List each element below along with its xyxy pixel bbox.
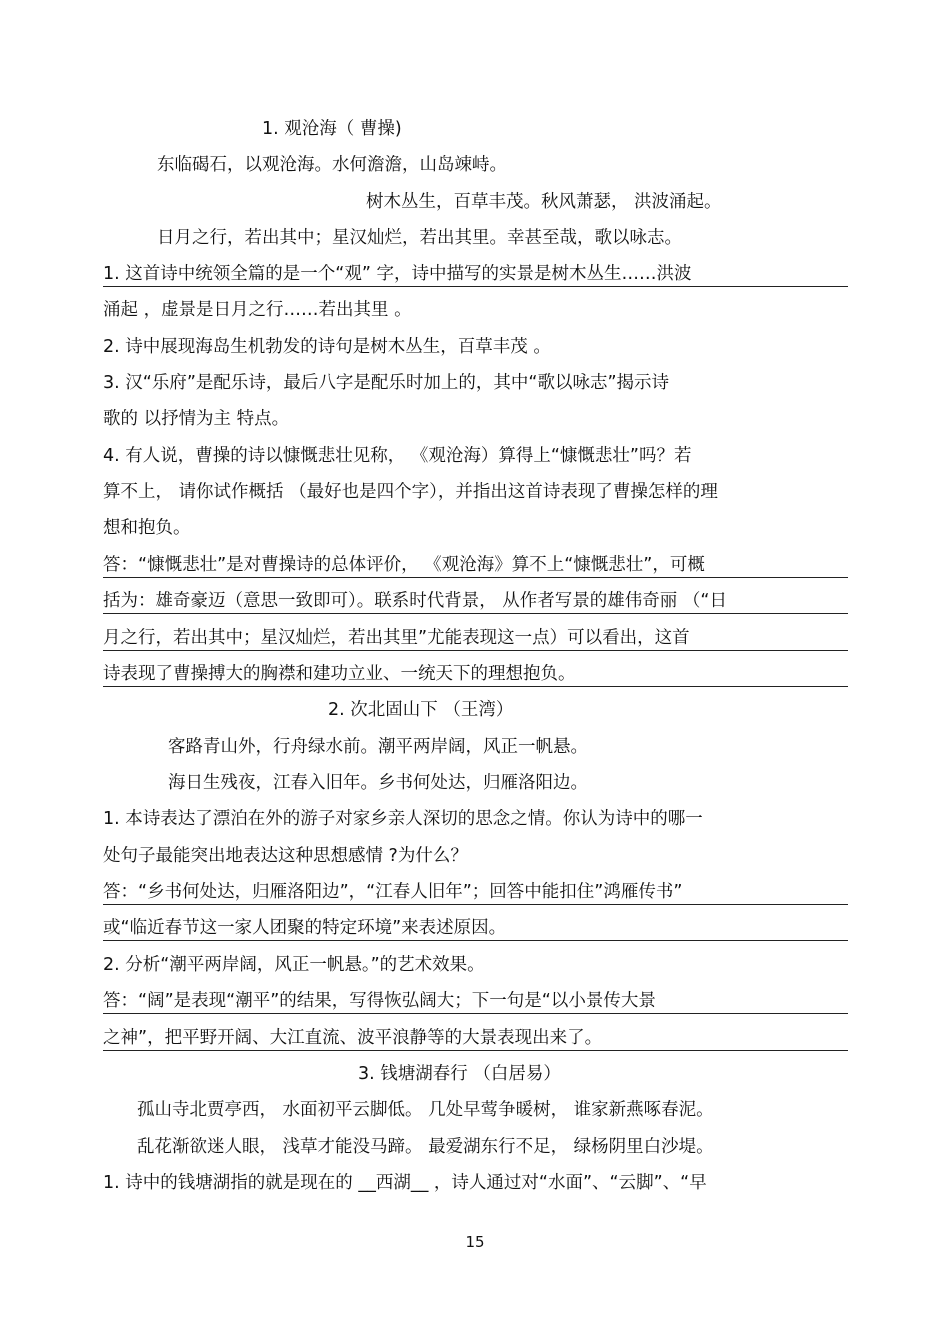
poem3-title: 3. 钱塘湖春行 （白居易） <box>358 1064 561 1084</box>
poem2-title: 2. 次北固山下 （王湾） <box>328 700 514 720</box>
poem1-q3-line1: 3. 汉“乐府”是配乐诗，最后八字是配乐时加上的，其中“歌以咏志”揭示诗 <box>103 373 670 393</box>
poem1-q4-line3: 想和抱负。 <box>103 518 191 538</box>
poem1-q2: 2. 诗中展现海岛生机勃发的诗句是树木丛生，百草丰茂 。 <box>103 337 551 357</box>
poem2-answer1-line1: 答：“乡书何处达，归雁洛阳边”，“江春人旧年”；回答中能扣住”鸿雁传书” <box>103 880 848 905</box>
poem2-q1-line1: 1. 本诗表达了漂泊在外的游子对家乡亲人深切的思念之情。你认为诗中的哪一 <box>103 809 703 829</box>
poem1-line-3: 日月之行，若出其中；星汉灿烂，若出其里。幸甚至哉，歌以咏志。 <box>157 228 682 248</box>
poem2-q1-line2: 处句子最能突出地表达这种思想感情 ?为什么？ <box>103 846 468 866</box>
poem1-q1-line1: 1. 这首诗中统领全篇的是一个“观” 字，诗中描写的实景是树木丛生……洪波 <box>103 262 848 287</box>
poem2-answer2-line2: 之神”，把平野开阔、大江直流、波平浪静等的大景表现出来了。 <box>103 1026 848 1051</box>
poem2-answer2-line1: 答：“阔”是表现“潮平”的结果，写得恢弘阔大；下一句是“以小景传大景 <box>103 989 848 1014</box>
poem1-q3-line2: 歌的 以抒情为主 特点。 <box>103 409 290 429</box>
poem3-line-1: 孤山寺北贾亭西， 水面初平云脚低。 几处早莺争暖树， 谁家新燕啄春泥。 <box>137 1100 714 1120</box>
poem1-q4-line1: 4. 有人说，曹操的诗以慷慨悲壮见称， 《观沧海）算得上“慷慨悲壮”吗？若 <box>103 446 692 466</box>
poem3-q1: 1. 诗中的钱塘湖指的就是现在的 __西湖__ ，诗人通过对“水面”、“云脚”、“早 <box>103 1173 707 1193</box>
poem1-answer-line1: 答：“慷慨悲壮”是对曹操诗的总体评价， 《观沧海》算不上“慷慨悲壮”，可概 <box>103 553 848 578</box>
poem1-q4-line2: 算不上， 请你试作概括 （最好也是四个字），并指出这首诗表现了曹操怎样的理 <box>103 482 718 502</box>
page-number: 15 <box>465 1233 485 1251</box>
poem2-answer1-line2: 或“临近春节这一家人团聚的特定环境”来表述原因。 <box>103 916 848 941</box>
poem2-line-2: 海日生残夜，江春入旧年。乡书何处达，归雁洛阳边。 <box>168 773 588 793</box>
poem1-answer-line4: 诗表现了曹操搏大的胸襟和建功立业、一统天下的理想抱负。 <box>103 662 848 687</box>
poem1-title: 1. 观沧海（ 曹操) <box>262 119 402 139</box>
poem1-answer-line3: 月之行，若出其中；星汉灿烂，若出其里”尤能表现这一点）可以看出，这首 <box>103 626 848 651</box>
poem1-q1-line2: 涌起 ，虚景是日月之行……若出其里 。 <box>103 300 412 320</box>
poem1-line-1: 东临碣石，以观沧海。水何澹澹，山岛竦峙。 <box>157 155 507 175</box>
poem2-line-1: 客路青山外，行舟绿水前。潮平两岸阔，风正一帆悬。 <box>168 737 588 757</box>
poem1-answer-line2: 括为：雄奇豪迈（意思一致即可）。联系时代背景， 从作者写景的雄伟奇丽 （“日 <box>103 589 848 614</box>
poem1-line-2: 树木丛生，百草丰茂。秋风萧瑟， 洪波涌起。 <box>366 192 722 212</box>
poem3-line-2: 乱花渐欲迷人眼， 浅草才能没马蹄。 最爱湖东行不足， 绿杨阴里白沙堤。 <box>137 1137 714 1157</box>
poem2-q2: 2. 分析“潮平两岸阔，风正一帆悬。”的艺术效果。 <box>103 955 485 975</box>
